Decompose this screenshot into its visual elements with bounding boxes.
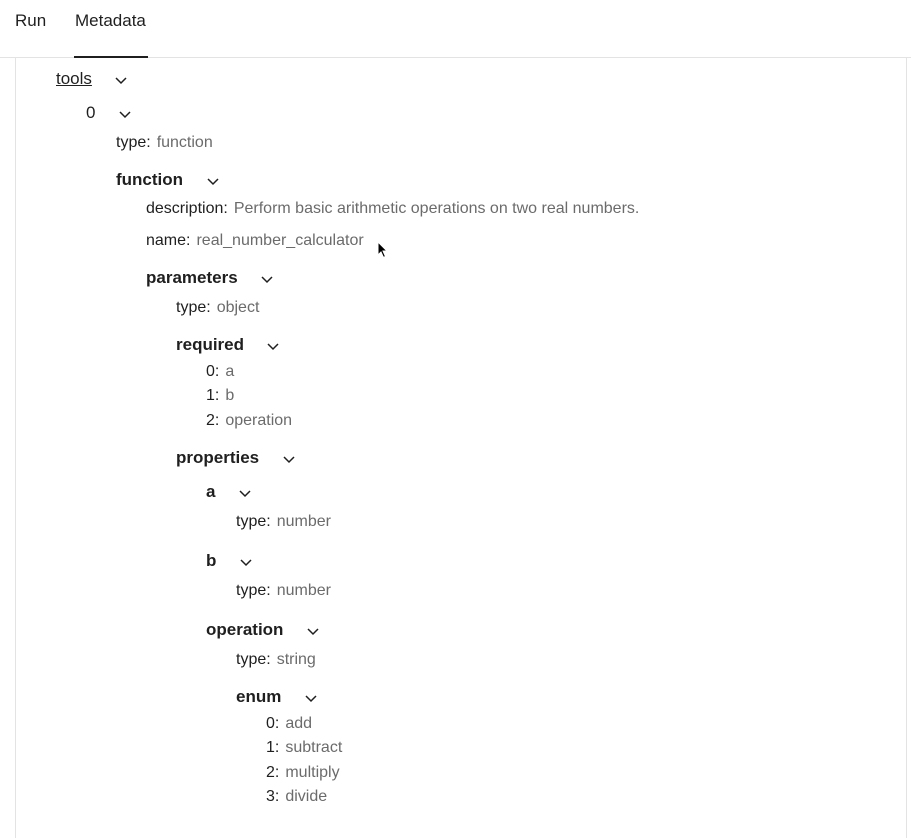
field-key: description: (146, 200, 228, 217)
field-key: type: (236, 513, 271, 530)
chevron-down-icon[interactable] (206, 176, 220, 186)
tree-node-a[interactable] (206, 482, 252, 502)
field-value: string (276, 651, 316, 668)
tree-node-operation[interactable] (206, 620, 320, 640)
field-key: type: (116, 134, 151, 151)
field-key: type: (236, 582, 271, 599)
chevron-down-icon[interactable] (282, 454, 296, 464)
item-key: 0: (206, 363, 220, 380)
chevron-down-icon[interactable] (118, 109, 132, 119)
node-label-operation: operation (206, 620, 284, 639)
chevron-down-icon[interactable] (266, 341, 280, 351)
list-item (266, 764, 340, 782)
chevron-down-icon[interactable] (114, 75, 128, 85)
node-label-parameters: parameters (146, 268, 238, 287)
field-value: object (216, 299, 260, 316)
field-value: number (276, 513, 331, 530)
item-value: b (225, 387, 235, 404)
field-description (146, 200, 639, 218)
chevron-down-icon[interactable] (239, 557, 253, 567)
node-label-enum: enum (236, 687, 282, 706)
list-item (266, 715, 312, 733)
item-value: multiply (285, 764, 340, 781)
node-label-function: function (116, 170, 184, 189)
tab-metadata[interactable]: Metadata (75, 11, 146, 30)
field-value: function (156, 134, 213, 151)
field-key: type: (236, 651, 271, 668)
node-label-index: 0 (86, 103, 96, 122)
tree-node-function[interactable] (116, 170, 220, 190)
tree-node-properties[interactable] (176, 448, 296, 468)
item-key: 3: (266, 788, 280, 805)
field-key: name: (146, 232, 191, 249)
field-key: type: (176, 299, 211, 316)
field-type (116, 134, 213, 152)
tree-node-required[interactable] (176, 335, 280, 355)
list-item (206, 412, 292, 430)
list-item (266, 788, 327, 806)
tree-node-enum[interactable] (236, 687, 318, 707)
chevron-down-icon[interactable] (238, 488, 252, 498)
field-value: number (276, 582, 331, 599)
node-label-properties: properties (176, 448, 260, 467)
mouse-cursor-icon (377, 241, 389, 259)
item-key: 1: (266, 739, 280, 756)
tree-node-tools-0[interactable] (86, 103, 132, 123)
item-value: subtract (285, 739, 343, 756)
item-key: 2: (266, 764, 280, 781)
field-type (236, 513, 331, 531)
tree-node-parameters[interactable] (146, 268, 274, 288)
node-label-tools[interactable]: tools (56, 69, 92, 88)
list-item (266, 739, 342, 757)
tab-bar (0, 0, 911, 58)
node-label-a: a (206, 482, 216, 501)
chevron-down-icon[interactable] (304, 693, 318, 703)
field-type (176, 299, 259, 317)
item-value: a (225, 363, 235, 380)
chevron-down-icon[interactable] (306, 626, 320, 636)
item-key: 2: (206, 412, 220, 429)
list-item (206, 363, 234, 381)
item-value: divide (285, 788, 328, 805)
tree-node-tools[interactable] (56, 69, 128, 89)
field-value: Perform basic arithmetic operations on two real numbers. (233, 200, 640, 217)
list-item (206, 387, 234, 405)
item-key: 1: (206, 387, 220, 404)
item-value: operation (225, 412, 293, 429)
field-type (236, 582, 331, 600)
tab-run[interactable]: Run (15, 11, 47, 30)
field-name (146, 232, 364, 250)
node-label-b: b (206, 551, 217, 570)
item-key: 0: (266, 715, 280, 732)
field-value: real_number_calculator (196, 232, 364, 249)
chevron-down-icon[interactable] (260, 274, 274, 284)
node-label-required: required (176, 335, 245, 354)
item-value: add (285, 715, 313, 732)
field-type (236, 651, 316, 669)
tree-node-b[interactable] (206, 551, 253, 571)
